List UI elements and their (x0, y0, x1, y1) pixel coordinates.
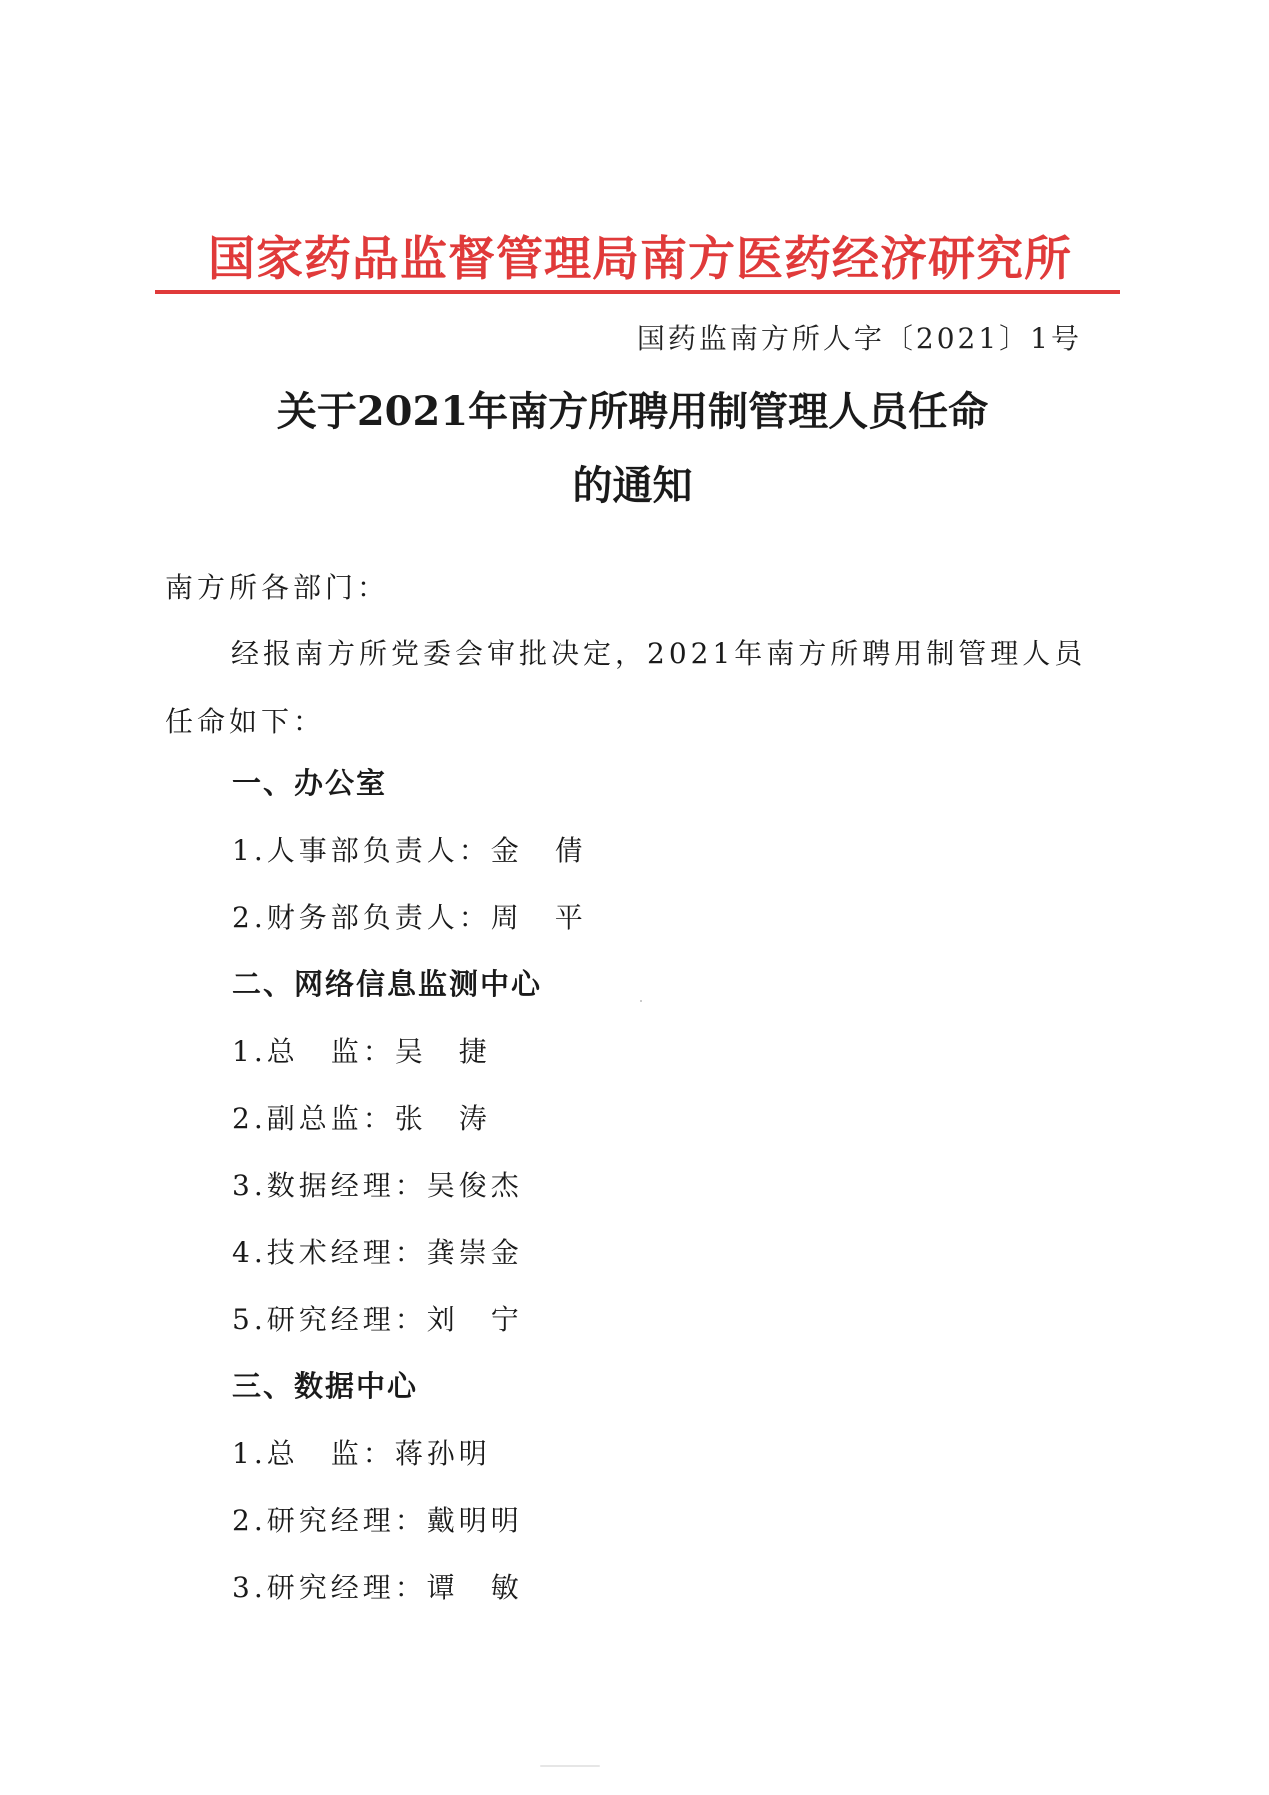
appointment-item: 1.人事部负责人：金 倩 (232, 834, 587, 867)
red-divider-line (155, 290, 1120, 294)
appointment-item: 1.总 监：吴 捷 (232, 1035, 491, 1068)
appointment-item: 4.技术经理：龚崇金 (232, 1236, 523, 1269)
appointment-item: 3.数据经理：吴俊杰 (232, 1169, 523, 1202)
salutation: 南方所各部门： (165, 571, 390, 604)
appointment-item: 3.研究经理：谭 敏 (232, 1571, 523, 1604)
appointment-item: 1.总 监：蒋孙明 (232, 1437, 491, 1470)
appointment-item: 2.研究经理：戴明明 (232, 1504, 523, 1537)
notice-title (150, 375, 1115, 523)
appointment-item: 2.财务部负责人：周 平 (232, 901, 587, 934)
scan-speck (540, 1765, 600, 1767)
section-heading: 三、数据中心 (232, 1369, 419, 1403)
notice-title-line-1: 关于2021年南方所聘用制管理人员任命 (276, 388, 989, 435)
section-heading: 一、办公室 (232, 766, 388, 800)
organization-title: 国家药品监督管理局南方医药经济研究所 (208, 232, 1072, 287)
notice-title-line-2: 的通知 (572, 462, 693, 509)
appointment-list (232, 750, 932, 1621)
document-number: 国药监南方所人字〔2021〕1号 (636, 322, 1082, 355)
appointment-item: 5.研究经理：刘 宁 (232, 1303, 523, 1336)
scan-speck (640, 1000, 642, 1002)
section-heading: 二、网络信息监测中心 (232, 967, 543, 1001)
appointment-item: 2.副总监：张 涛 (232, 1102, 491, 1135)
body-paragraph: 经报南方所党委会审批决定，2021年南方所聘用制管理人员任命如下： (165, 637, 1087, 738)
